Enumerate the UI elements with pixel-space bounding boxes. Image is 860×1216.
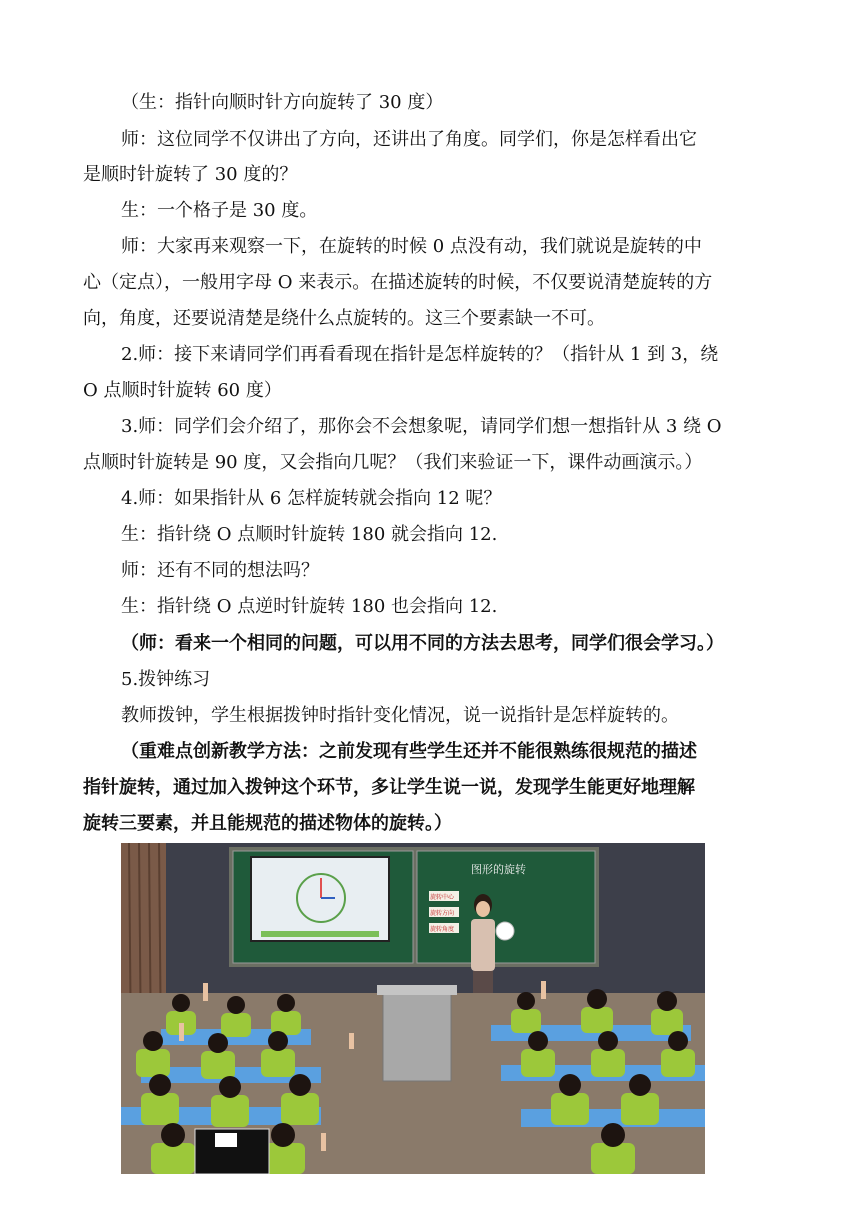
paragraph-line-17: 5.拨钟练习	[121, 669, 211, 690]
paragraph-line-4: 生：一个格子是 30 度。	[121, 200, 318, 221]
paragraph-line-8: 2.师：接下来请同学们再看看现在指针是怎样旋转的？（指针从 1 到 3，绕	[121, 344, 719, 365]
paragraph-line-21: 旋转三要素，并且能规范的描述物体的旋转。）	[83, 813, 452, 834]
board-title: 图形的旋转	[471, 863, 526, 876]
paragraph-line-6: 心（定点），一般用字母 O 来表示。在描述旋转的时候，不仅要说清楚旋转的方	[83, 272, 713, 293]
paragraph-line-1: （生：指针向顺时针方向旋转了 30 度）	[121, 92, 444, 113]
paragraph-line-2: 师：这位同学不仅讲出了方向，还讲出了角度。同学们，你是怎样看出它	[121, 129, 697, 150]
paragraph-line-10: 3.师：同学们会介绍了，那你会不会想象呢，请同学们想一想指针从 3 绕 O	[121, 416, 722, 437]
paragraph-line-7: 向，角度，还要说清楚是绕什么点旋转的。这三个要素缺一不可。	[83, 308, 605, 329]
paragraph-line-11: 点顺时针旋转是 90 度，又会指向几呢？（我们来验证一下，课件动画演示。）	[83, 452, 703, 473]
paragraph-line-16: （师：看来一个相同的问题，可以用不同的方法去思考，同学们很会学习。）	[121, 633, 724, 654]
paragraph-line-14: 师：还有不同的想法吗？	[121, 560, 319, 581]
card-label-angle: 旋转角度	[430, 926, 455, 933]
paragraph-line-13: 生：指针绕 O 点顺时针旋转 180 就会指向 12.	[121, 524, 498, 545]
paragraph-line-20: 指针旋转，通过加入拨钟这个环节，多让学生说一说，发现学生能更好地理解	[83, 777, 695, 798]
paragraph-line-15: 生：指针绕 O 点逆时针旋转 180 也会指向 12.	[121, 596, 498, 617]
paragraph-line-12: 4.师：如果指针从 6 怎样旋转就会指向 12 呢？	[121, 488, 502, 509]
paragraph-line-9: O 点顺时针旋转 60 度）	[83, 380, 282, 401]
paragraph-line-3: 是顺时针旋转了 30 度的？	[83, 164, 298, 185]
paragraph-line-18: 教师拨钟，学生根据拨钟时指针变化情况，说一说指针是怎样旋转的。	[121, 705, 679, 726]
card-label-center: 旋转中心	[430, 894, 455, 901]
classroom-photo	[121, 843, 705, 1174]
card-label-direction: 旋转方向	[430, 910, 455, 917]
paragraph-line-19: （重难点创新教学方法：之前发现有些学生还并不能很熟练很规范的描述	[121, 741, 697, 762]
paragraph-line-5: 师：大家再来观察一下，在旋转的时候 0 点没有动，我们就说是旋转的中	[121, 236, 702, 257]
